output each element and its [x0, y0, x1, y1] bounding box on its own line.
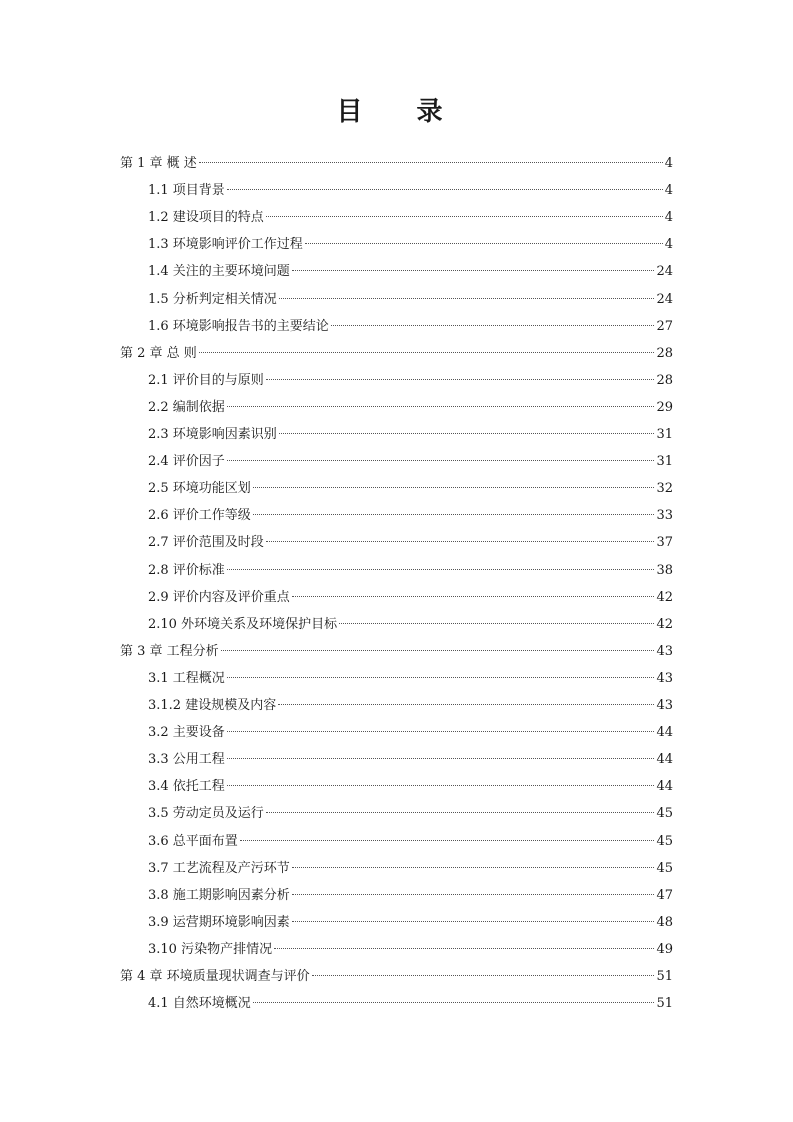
toc-entry-page-number: 4: [664, 156, 673, 171]
toc-entry-label: 3.1.2 建设规模及内容: [148, 698, 277, 713]
toc-chapter-entry[interactable]: [120, 339, 673, 361]
toc-section-entry[interactable]: [148, 312, 673, 334]
toc-entry-label: 3.6 总平面布置: [148, 834, 238, 849]
toc-entry-page-number: 44: [656, 725, 673, 740]
toc-dot-leader: [266, 799, 655, 817]
toc-dot-leader: [227, 447, 655, 465]
toc-section-entry[interactable]: [148, 908, 673, 930]
toc-entry-page-number: 29: [656, 400, 673, 415]
toc-entry-page-number: 45: [656, 861, 673, 876]
toc-section-entry[interactable]: [148, 935, 673, 957]
toc-entry-page-number: 45: [656, 806, 673, 821]
toc-entry-page-number: 42: [656, 617, 673, 632]
toc-entry-page-number: 28: [656, 346, 673, 361]
toc-section-entry[interactable]: [148, 257, 673, 279]
toc-dot-leader: [305, 230, 663, 248]
toc-entry-page-number: 28: [656, 373, 673, 388]
toc-section-entry[interactable]: [148, 501, 673, 523]
toc-entry-page-number: 24: [656, 292, 673, 307]
toc-section-entry[interactable]: [148, 691, 673, 713]
toc-dot-leader: [266, 528, 655, 546]
toc-section-entry[interactable]: [148, 772, 673, 794]
toc-section-entry[interactable]: [148, 366, 673, 388]
toc-dot-leader: [278, 691, 654, 709]
toc-dot-leader: [292, 881, 655, 899]
toc-entry-page-number: 43: [656, 671, 673, 686]
toc-entry-label: 3.2 主要设备: [148, 725, 225, 740]
toc-entry-page-number: 24: [656, 264, 673, 279]
toc-entry-label: 2.1 评价目的与原则: [148, 373, 264, 388]
toc-entry-label: 3.1 工程概况: [148, 671, 225, 686]
toc-entry-label: 2.5 环境功能区划: [148, 481, 251, 496]
toc-dot-leader: [331, 312, 655, 330]
toc-section-entry[interactable]: [148, 474, 673, 496]
toc-section-entry[interactable]: [148, 718, 673, 740]
toc-chapter-entry[interactable]: [120, 149, 673, 171]
toc-dot-leader: [227, 745, 655, 763]
toc-entry-label: 第 1 章 概 述: [120, 156, 197, 171]
toc-entry-label: 2.2 编制依据: [148, 400, 225, 415]
toc-entry-page-number: 45: [656, 834, 673, 849]
toc-entry-label: 第 2 章 总 则: [120, 346, 197, 361]
toc-dot-leader: [279, 285, 655, 303]
toc-section-entry[interactable]: [148, 881, 673, 903]
toc-entry-label: 1.6 环境影响报告书的主要结论: [148, 319, 329, 334]
toc-entry-label: 2.10 外环境关系及环境保护目标: [148, 617, 338, 632]
toc-section-entry[interactable]: [148, 203, 673, 225]
toc-entry-label: 2.9 评价内容及评价重点: [148, 590, 290, 605]
toc-section-entry[interactable]: [148, 827, 673, 849]
toc-dot-leader: [253, 989, 655, 1007]
toc-section-entry[interactable]: [148, 556, 673, 578]
toc-dot-leader: [227, 393, 655, 411]
toc-entry-page-number: 44: [656, 779, 673, 794]
toc-entry-label: 2.8 评价标准: [148, 563, 225, 578]
toc-entry-label: 3.10 污染物产排情况: [148, 942, 273, 957]
toc-dot-leader: [227, 176, 663, 194]
toc-entry-page-number: 43: [656, 644, 673, 659]
toc-entry-page-number: 4: [664, 210, 673, 225]
toc-entry-page-number: 43: [656, 698, 673, 713]
toc-entry-page-number: 51: [656, 969, 673, 984]
toc-chapter-entry[interactable]: [120, 962, 673, 984]
toc-section-entry[interactable]: [148, 393, 673, 415]
toc-chapter-entry[interactable]: [120, 637, 673, 659]
toc-section-entry[interactable]: [148, 528, 673, 550]
toc-dot-leader: [292, 583, 655, 601]
toc-dot-leader: [221, 637, 655, 655]
toc-entry-page-number: 31: [656, 454, 673, 469]
toc-dot-leader: [253, 474, 655, 492]
toc-dot-leader: [292, 257, 655, 275]
toc-entry-label: 1.3 环境影响评价工作过程: [148, 237, 303, 252]
page-title: 目 录: [336, 97, 457, 127]
toc-entry-label: 3.5 劳动定员及运行: [148, 806, 264, 821]
toc-section-entry[interactable]: [148, 664, 673, 686]
toc-section-entry[interactable]: [148, 854, 673, 876]
toc-dot-leader: [227, 664, 655, 682]
toc-dot-leader: [227, 556, 655, 574]
toc-entry-label: 3.4 依托工程: [148, 779, 225, 794]
toc-entry-page-number: 27: [656, 319, 673, 334]
toc-entry-page-number: 49: [656, 942, 673, 957]
toc-entry-page-number: 51: [656, 996, 673, 1011]
toc-section-entry[interactable]: [148, 610, 673, 632]
toc-entry-page-number: 37: [656, 535, 673, 550]
toc-section-entry[interactable]: [148, 230, 673, 252]
toc-entry-label: 3.3 公用工程: [148, 752, 225, 767]
toc-dot-leader: [199, 149, 663, 167]
toc-dot-leader: [199, 339, 655, 357]
toc-dot-leader: [240, 827, 655, 845]
toc-entry-page-number: 47: [656, 888, 673, 903]
toc-dot-leader: [274, 935, 654, 953]
toc-entry-label: 2.3 环境影响因素识别: [148, 427, 277, 442]
toc-section-entry[interactable]: [148, 745, 673, 767]
toc-entry-label: 1.5 分析判定相关情况: [148, 292, 277, 307]
toc-dot-leader: [227, 772, 655, 790]
toc-entry-label: 4.1 自然环境概况: [148, 996, 251, 1011]
toc-entry-label: 1.2 建设项目的特点: [148, 210, 264, 225]
toc-dot-leader: [266, 366, 655, 384]
toc-entry-label: 2.4 评价因子: [148, 454, 225, 469]
toc-entry-page-number: 31: [656, 427, 673, 442]
toc-section-entry[interactable]: [148, 583, 673, 605]
toc-entry-page-number: 33: [656, 508, 673, 523]
toc-section-entry[interactable]: [148, 285, 673, 307]
toc-entry-page-number: 42: [656, 590, 673, 605]
toc-entry-page-number: 4: [664, 183, 673, 198]
toc-dot-leader: [292, 854, 655, 872]
toc-entry-label: 1.1 项目背景: [148, 183, 225, 198]
toc-entry-label: 3.8 施工期影响因素分析: [148, 888, 290, 903]
toc-dot-leader: [253, 501, 655, 519]
toc-entry-label: 1.4 关注的主要环境问题: [148, 264, 290, 279]
toc-dot-leader: [279, 420, 655, 438]
toc-dot-leader: [292, 908, 655, 926]
toc-section-entry[interactable]: [148, 989, 673, 1011]
toc-section-entry[interactable]: [148, 799, 673, 821]
toc-entry-page-number: 44: [656, 752, 673, 767]
toc-section-entry[interactable]: [148, 176, 673, 198]
toc-entry-label: 2.7 评价范围及时段: [148, 535, 264, 550]
toc-section-entry[interactable]: [148, 447, 673, 469]
toc-entry-label: 第 3 章 工程分析: [120, 644, 219, 659]
toc-entry-page-number: 4: [664, 237, 673, 252]
toc-entry-label: 3.7 工艺流程及产污环节: [148, 861, 290, 876]
toc-dot-leader: [227, 718, 655, 736]
toc-dot-leader: [339, 610, 654, 628]
toc-entry-page-number: 48: [656, 915, 673, 930]
toc-entry-page-number: 32: [656, 481, 673, 496]
toc-entry-label: 第 4 章 环境质量现状调查与评价: [120, 969, 310, 984]
toc-entry-page-number: 38: [656, 563, 673, 578]
toc-dot-leader: [312, 962, 655, 980]
toc-entry-label: 3.9 运营期环境影响因素: [148, 915, 290, 930]
toc-section-entry[interactable]: [148, 420, 673, 442]
toc-dot-leader: [266, 203, 663, 221]
toc-entry-label: 2.6 评价工作等级: [148, 508, 251, 523]
